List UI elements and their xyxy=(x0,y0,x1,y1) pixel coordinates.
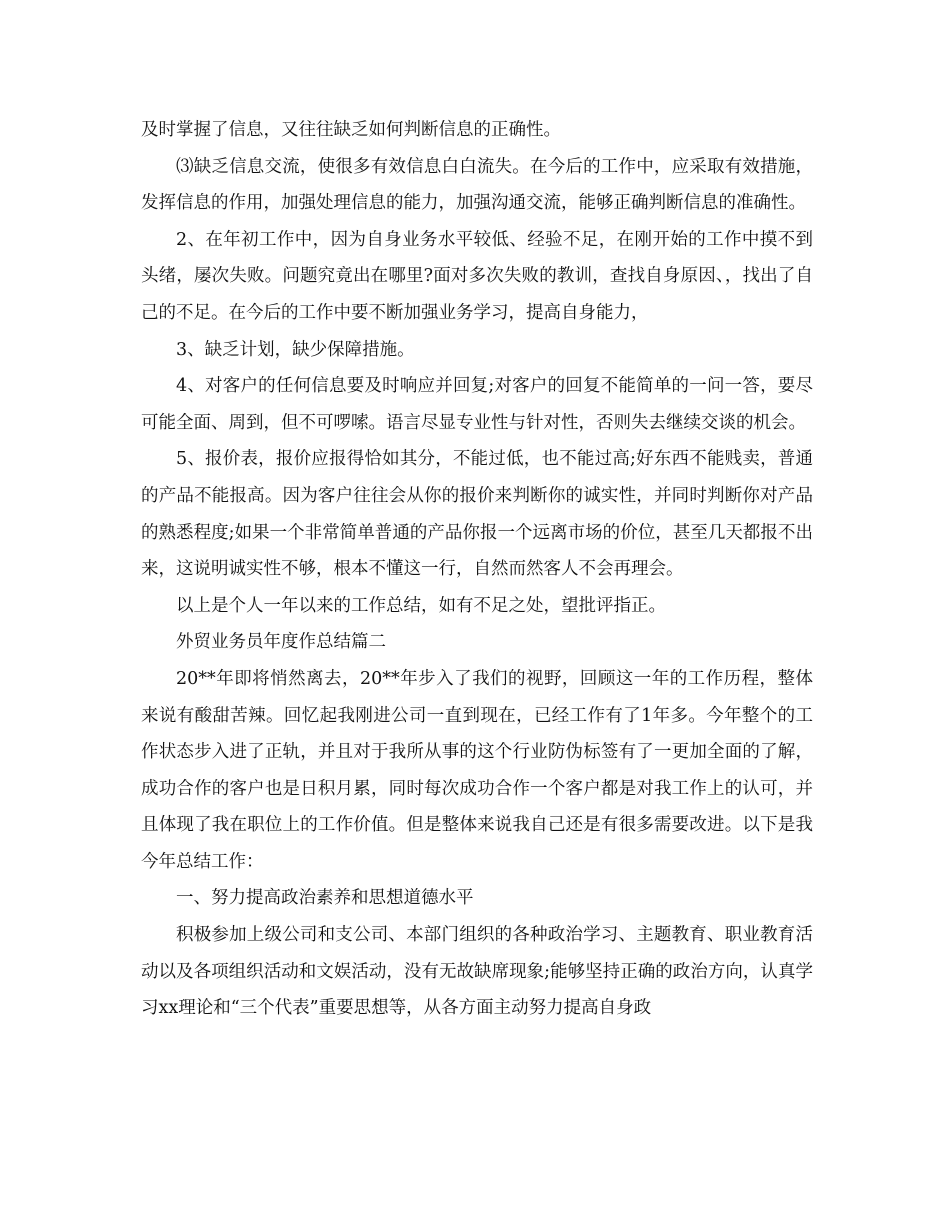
paragraph-item-4: 4、对客户的任何信息要及时响应并回复;对客户的回复不能简单的一问一答，要尽可能全面、周到，但不可啰嗦。语言尽显专业性与针对性，否则失去继续交谈的机会。 xyxy=(141,376,813,433)
document-body xyxy=(141,112,813,1027)
paragraph-closing: 以上是个人一年以来的工作总结，如有不足之处，望批评指正。 xyxy=(176,595,666,616)
section-heading: 一、努力提高政治素养和思想道德水平 xyxy=(176,888,474,909)
paragraph-item-5: 5、报价表，报价应报得恰如其分，不能过低，也不能过高;好东西不能贱卖，普通的产品不能报高。因为客户往往会从你的报价来判断你的诚实性，并同时判断你对产品的熟悉程度;如果一个非常简单普通的产品你报一个远离市场的价位，甚至几天都报不出来，这说明诚实性不够，根本不懂这一行，自然而然客人不会再理会。 xyxy=(141,449,813,580)
paragraph-point-3: ⑶缺乏信息交流，使很多有效信息白白流失。在今后的工作中，应采取有效措施，发挥信息的作用，加强处理信息的能力，加强沟通交流，能够正确判断信息的准确性。 xyxy=(141,156,813,214)
paragraph-politics: 积极参加上级公司和支公司、本部门组织的各种政治学习、主题教育、职业教育活动以及各项组织活动和文娱活动，没有无故缺席现象;能够坚持正确的政治方向，认真学习xx理论和“三个代表”重要思想等，从各方面主动努力提高自身政 xyxy=(141,925,813,1019)
paragraph-item-3: 3、缺乏计划，缺少保障措施。 xyxy=(176,339,415,360)
paragraph-item-2: 2、在年初工作中，因为自身业务水平较低、经验不足，在刚开始的工作中摸不到头绪，屡次失败。问题究竟出在哪里?面对多次失败的教训，查找自身原因、，找出了自己的不足。在今后的工作中要不断加强业务学习，提高自身能力， xyxy=(141,229,813,323)
section-title: 外贸业务员年度作总结篇二 xyxy=(176,632,386,653)
paragraph-intro: 20**年即将悄然离去，20**年步入了我们的视野，回顾这一年的工作历程，整体来说有酸甜苦辣。回忆起我刚进公司一直到现在，已经工作有了1年多。今年整个的工作状态步入进了正轨，并且对于我所从事的这个行业防伪标签有了一更加全面的了解，成功合作的客户也是日积月累，同时每次成功合作一个客户都是对我工作上的认可，并且体现了我在职位上的工作价值。但是整体来说我自己还是有很多需要改进。以下是我今年总结工作： xyxy=(141,668,813,872)
paragraph-continuation: 及时掌握了信息，又往往缺乏如何判断信息的正确性。 xyxy=(141,120,561,140)
